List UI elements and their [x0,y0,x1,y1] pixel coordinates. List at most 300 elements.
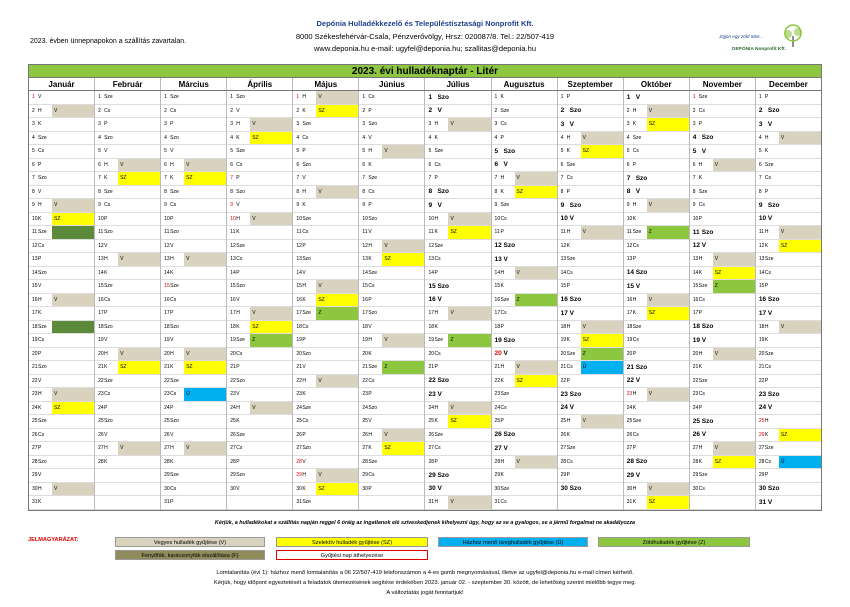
day-cell [425,496,490,510]
day-cell [492,226,557,240]
day-cell [95,213,160,227]
collection-type [713,402,755,415]
weekday: Cs [368,377,375,384]
collection-type [779,91,821,104]
day-number: 18 [296,323,302,330]
day-cell [293,415,358,429]
weekday: H [236,121,240,128]
collection-type [779,145,821,158]
day-cell [425,159,490,173]
weekday: Cs [434,161,441,168]
weekday: Sze [104,188,113,195]
weekday: Cs [38,431,45,438]
day-number: 6 [230,161,234,168]
day-number: 8 [230,188,234,195]
day-number: 23 [758,390,767,398]
day-cell [293,253,358,267]
day-cell [624,388,689,402]
day-number: 6 [626,161,630,168]
day-cell [227,132,292,146]
weekday: P [434,458,438,465]
day-number: 30 [164,485,170,492]
day-cell [293,213,358,227]
collection-type [590,105,623,118]
day-cell [95,307,160,321]
day-number: 3 [692,121,696,128]
weekday: K [566,431,570,438]
weekday: H [566,229,571,236]
collection-type [316,348,358,361]
day-number: 31 [32,499,38,506]
day-cell [359,388,424,402]
weekday: Szo [701,417,714,425]
day-number: 4 [32,134,35,141]
day-number: 1 [626,93,631,101]
collection-type [656,361,689,374]
collection-type [250,375,292,388]
weekday: Sze [500,202,510,209]
day-cell [492,334,557,348]
weekday: V [503,350,508,358]
day-cell [558,105,623,119]
day-number: 27 [692,445,699,452]
weekday: P [698,310,703,317]
collection-type: V [316,469,358,482]
day-cell [359,145,424,159]
day-cell [359,105,424,119]
weekday: P [500,229,504,236]
weekday: K [434,323,438,330]
day-number: 27 [362,445,368,452]
weekday: K [566,148,570,155]
day-number: 2 [230,107,234,114]
weekday: Szo [368,215,378,222]
weekday: Szo [635,269,648,277]
day-cell [161,442,226,456]
day-cell [756,375,821,389]
day-number: 1 [296,94,300,101]
day-cell [227,442,292,456]
day-number: 12 [692,242,701,250]
empty-cell [95,496,160,510]
weekday: Cs [500,499,507,506]
month-column-dec [756,91,821,510]
day-number: 18 [758,323,765,330]
weekday: P [170,310,174,317]
day-cell [161,348,226,362]
day-cell [425,132,490,146]
weekday: Szo [437,188,450,196]
collection-type: V [448,307,490,320]
day-number: 27 [758,445,765,452]
collection-type [647,145,689,158]
weekday: K [170,458,174,465]
weekday: V [569,120,574,128]
weekday: V [635,377,641,385]
day-number: 18 [230,323,236,330]
weekday: V [170,148,174,155]
weekday: Szo [368,310,378,317]
collection-type [382,132,424,145]
collection-type [382,280,424,293]
collection-type: V [581,226,623,239]
weekday: P [104,215,108,222]
day-cell [95,402,160,416]
weekday: P [566,94,570,101]
legend-selective-waste: Szelektív hulladék gyűjtése (SZ) [276,537,428,547]
collection-type [656,186,689,199]
day-number: 6 [98,161,101,168]
collection-type [52,267,94,280]
day-number: 26 [758,431,765,438]
day-number: 25 [428,418,435,425]
collection-type: V [647,199,689,212]
collection-type [118,145,160,158]
day-cell [293,496,358,510]
calendar-grid [29,91,821,510]
collection-type [515,280,557,293]
day-cell [492,267,557,281]
day-number: 11 [164,229,170,236]
collection-type [515,469,557,482]
weekday: H [566,418,571,425]
collection-type [382,294,424,307]
day-number: 4 [494,134,498,141]
weekday: P [104,310,108,317]
day-cell [756,496,821,510]
weekday: K [302,485,306,492]
weekday: Sze [632,418,642,425]
weekday: H [434,310,439,317]
weekday: H [170,350,174,357]
day-number: 10 [428,215,435,222]
day-number: 21 [692,364,699,371]
weekday: Cs [368,188,375,195]
weekday: Szo [767,107,780,115]
day-number: 11 [296,229,302,236]
weekday: V [302,364,306,371]
weekday: H [170,161,174,168]
day-number: 21 [296,364,302,371]
weekday: Szo [236,283,245,290]
day-cell [161,213,226,227]
collection-type: V [250,402,292,415]
weekday: H [566,323,571,330]
day-number: 23 [428,390,436,398]
day-cell [492,402,557,416]
day-number: 4 [98,134,101,141]
collection-type [52,132,94,145]
collection-type: V [118,348,160,361]
weekday: Sze [368,364,378,371]
collection-type [581,159,623,172]
day-number: 22 [362,377,368,384]
weekday: K [38,404,42,411]
day-number: 9 [32,202,35,209]
collection-type: V [250,118,292,131]
day-cell [425,105,490,119]
collection-type [515,226,557,239]
day-number: 21 [626,363,634,371]
day-number: 3 [296,121,300,128]
day-number: 29 [362,472,368,479]
day-number: 18 [428,323,435,330]
day-number: 11 [32,229,38,236]
day-cell [29,199,94,213]
day-cell [756,132,821,146]
collection-type: V [515,361,557,374]
weekday: V [302,458,306,465]
day-number: 13 [428,256,435,263]
day-cell [29,415,94,429]
day-cell [756,429,821,443]
day-cell [624,240,689,254]
weekday: K [764,337,769,344]
collection-type: V [316,375,358,388]
weekday: P [236,364,240,371]
day-cell [558,469,623,483]
day-number: 1 [98,94,101,101]
collection-type: V [184,348,226,361]
day-number: 11 [626,229,632,236]
day-number: 28 [362,458,368,465]
day-cell [425,213,490,227]
collection-type [448,159,490,172]
day-number: 30 [758,485,767,493]
day-cell [95,267,160,281]
weekday: H [368,242,373,249]
day-number: 31 [428,499,435,506]
month-column-feb [95,91,161,510]
day-number: 5 [362,148,366,155]
collection-type: V [250,307,292,320]
weekday: K [434,418,438,425]
day-cell [624,483,689,497]
day-number: 23 [494,391,501,398]
day-cell [558,280,623,294]
day-number: 1 [692,94,696,101]
weekday: Sze [764,161,774,168]
day-number: 20 [692,350,699,357]
day-cell [29,375,94,389]
day-cell [293,456,358,470]
day-cell [359,226,424,240]
day-number: 10 [626,215,633,222]
collection-type [788,294,821,307]
day-number: 15 [362,283,368,290]
day-cell [624,213,689,227]
month-column-mar [161,91,227,510]
day-cell [95,118,160,132]
collection-type [779,172,821,185]
collection-type [184,132,226,145]
weekday: Cs [236,445,243,452]
day-cell [624,172,689,186]
weekday: Sze [302,310,311,317]
day-number: 13 [626,256,633,263]
collection-type [250,172,292,185]
collection-type [515,483,557,496]
weekday: V [437,390,442,398]
collection-type: V [118,159,160,172]
collection-type [524,159,557,172]
weekday: K [698,364,703,371]
day-number: 1 [32,94,35,101]
day-number: 14 [758,269,765,276]
day-number: 22 [296,377,302,384]
day-cell [425,348,490,362]
day-cell [359,280,424,294]
collection-type: V [52,483,94,496]
weekday: Szo [437,93,450,101]
weekday: K [104,269,108,276]
day-cell [29,402,94,416]
collection-type [788,118,821,131]
day-cell [29,294,94,308]
day-number: 26 [494,431,502,439]
day-cell [227,321,292,335]
collection-type: SZ [316,105,358,118]
weekday: Sze [368,175,378,182]
day-cell [95,253,160,267]
collection-type [382,186,424,199]
weekday: K [434,134,438,141]
day-number: 24 [560,404,568,412]
day-cell [293,118,358,132]
day-number: 17 [164,310,170,317]
empty-cell [95,469,160,483]
collection-type [656,267,689,280]
day-number: 23 [560,390,568,398]
company-contacts: www.deponia.hu e-mail: ugyfel@deponia.hu; szallitas@deponia.hu [313,44,537,53]
day-cell [624,375,689,389]
collection-type [382,348,424,361]
weekday: Cs [764,364,771,371]
day-number: 9 [692,202,696,209]
day-number: 29 [230,472,236,479]
collection-type [52,361,94,374]
day-number: 6 [560,161,564,168]
day-number: 25 [230,418,236,425]
day-cell [95,186,160,200]
day-cell [624,321,689,335]
day-cell [227,294,292,308]
day-number: 3 [98,121,101,128]
day-number: 17 [626,310,633,317]
weekday: Sze [500,391,510,398]
weekday: Szo [635,363,648,371]
day-number: 1 [560,94,564,101]
day-cell [558,442,623,456]
day-number: 7 [692,175,696,182]
day-cell [161,361,226,375]
collection-type [590,294,623,307]
collection-type [118,375,160,388]
day-number: 8 [32,188,35,195]
day-cell [425,469,490,483]
day-number: 10 [362,215,368,222]
weekday: V [170,431,174,438]
day-cell [95,105,160,119]
weekday: H [500,175,505,182]
day-cell [690,361,755,375]
collection-type [316,253,358,266]
day-number: 12 [626,242,633,249]
collection-type [713,91,755,104]
day-number: 2 [296,107,300,114]
day-number: 5 [560,148,564,155]
day-number: 20 [362,350,368,357]
day-cell [227,348,292,362]
legend-title: JELMAGYARÁZAT: [28,537,79,543]
day-number: 11 [362,229,368,236]
day-number: 27 [32,445,38,452]
collection-type [250,429,292,442]
collection-type: V [448,496,490,509]
weekday: H [170,256,174,263]
day-cell [558,118,623,132]
month-header: Július [425,78,491,90]
day-cell [492,361,557,375]
weekday: V [38,94,42,101]
day-cell [558,375,623,389]
weekday: V [767,120,773,128]
day-number: 15 [626,282,634,290]
collection-type [647,321,689,334]
day-cell [756,388,821,402]
collection-type [382,307,424,320]
day-number: 29 [758,472,765,479]
day-number: 21 [560,364,567,371]
weekday: V [38,472,42,479]
day-number: 12 [164,242,170,249]
weekday: V [368,229,372,236]
weekday: Cs [632,242,639,249]
weekday: P [170,404,174,411]
day-number: 28 [296,458,302,465]
weekday: K [236,323,240,330]
collection-type: SZ [250,132,292,145]
day-cell [293,91,358,105]
weekday: H [764,229,769,236]
weekday: Szo [170,229,179,236]
day-cell [359,402,424,416]
day-cell [227,307,292,321]
day-number: 30 [560,485,568,493]
weekday: V [503,444,508,452]
rights-reserved: A változtatás jogát fenntartjuk! [386,590,464,596]
day-cell [492,388,557,402]
weekday: Szo [569,296,582,304]
day-number: 24 [758,404,767,412]
day-number: 5 [296,148,300,155]
collection-type: Z [581,348,623,361]
collection-type [515,118,557,131]
day-cell [425,172,490,186]
day-number: 14 [164,269,170,276]
day-number: 16 [32,296,38,303]
day-number: 13 [692,256,699,263]
collection-type: Z [448,334,490,347]
day-number: 5 [494,147,499,155]
weekday: P [764,472,769,479]
day-number: 9 [428,201,433,209]
day-number: 24 [692,404,699,411]
collection-type [515,199,557,212]
weekday: Sze [434,242,444,249]
day-cell [756,348,821,362]
day-number: 2 [32,107,35,114]
